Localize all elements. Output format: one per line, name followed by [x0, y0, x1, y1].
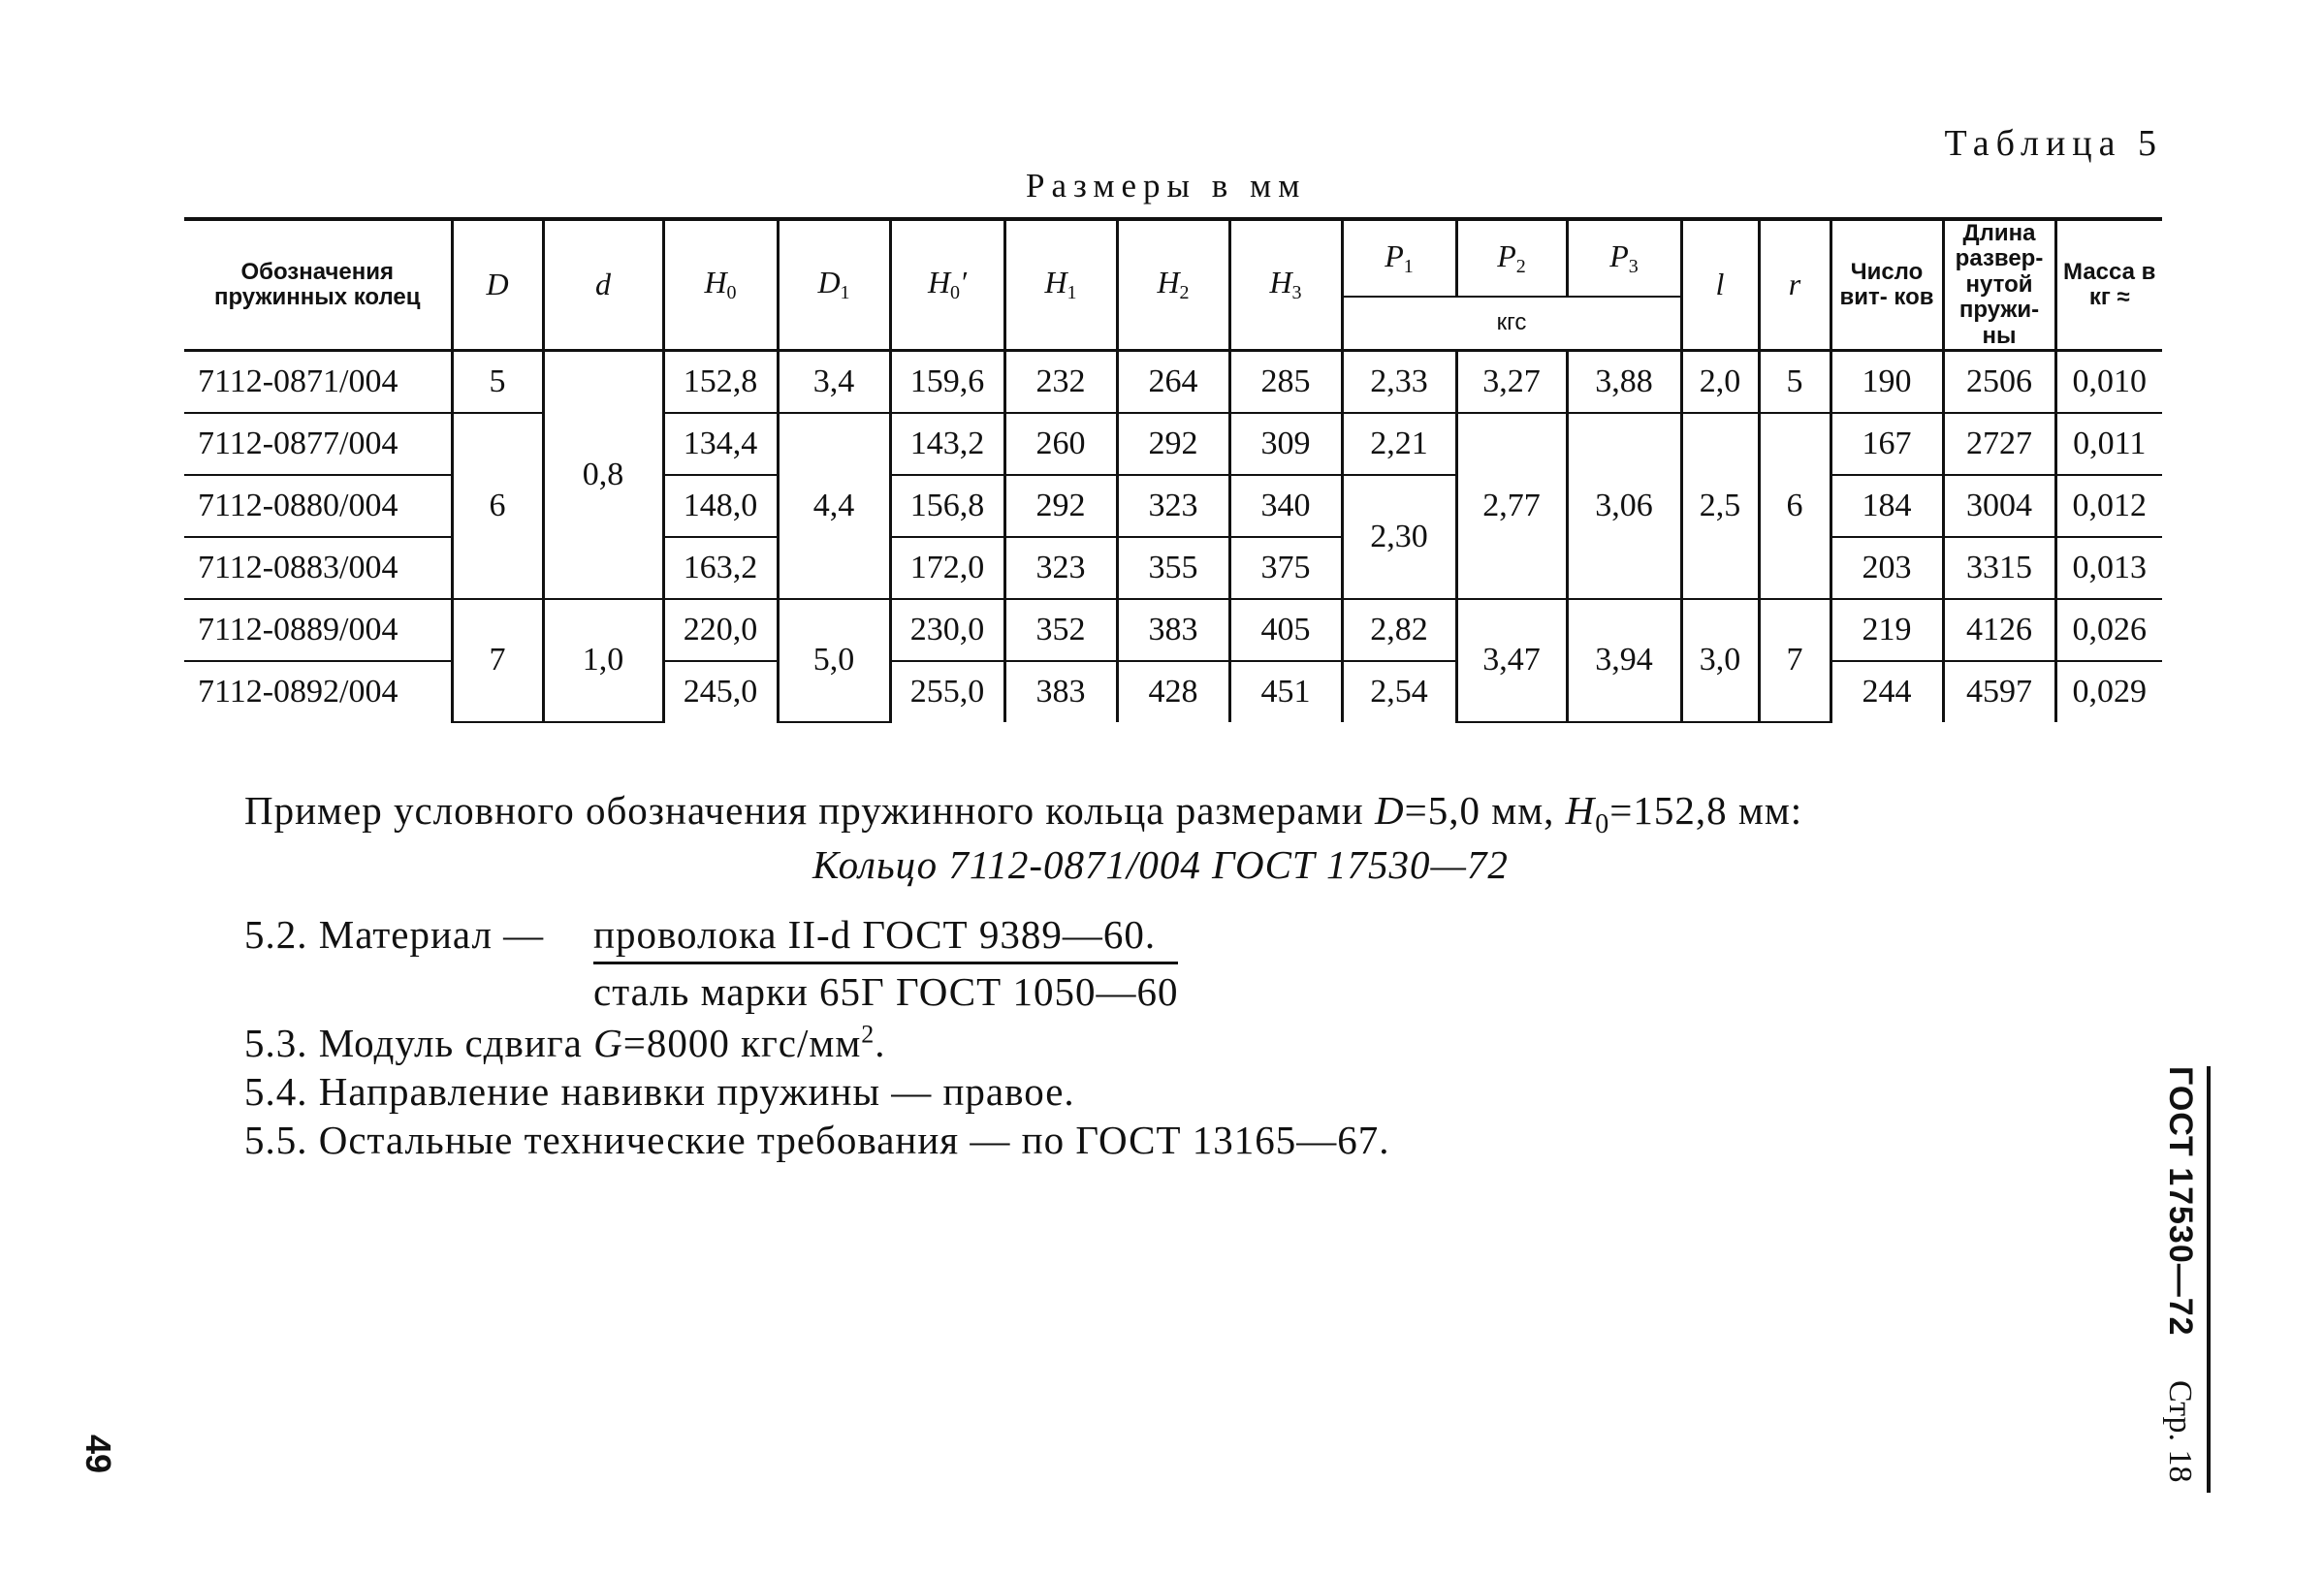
- cell-mass: 0,011: [2055, 413, 2162, 475]
- cell-mass: 0,010: [2055, 350, 2162, 413]
- cell-H0-prime: 159,6: [890, 350, 1004, 413]
- table-row: [184, 350, 2162, 413]
- other-requirements-line: 5.5. Остальные технические требования — по ГОСТ 13165—67.: [244, 1118, 1390, 1162]
- cell-D1: 4,4: [778, 413, 890, 599]
- header-d: d: [543, 219, 663, 350]
- cell-turns: 203: [1831, 537, 1943, 599]
- cell-H1: 232: [1004, 350, 1117, 413]
- cell-length: 4126: [1943, 599, 2055, 661]
- header-mass: Масса в кг ≈: [2055, 219, 2162, 350]
- cell-H2: 292: [1117, 413, 1229, 475]
- cell-d: 0,8: [543, 350, 663, 599]
- cell-H2: 264: [1117, 350, 1229, 413]
- header-turns: Число вит- ков: [1831, 219, 1943, 350]
- cell-H2: 323: [1117, 475, 1229, 537]
- cell-H2: 355: [1117, 537, 1229, 599]
- table-title: Таблица 5: [1944, 123, 2163, 164]
- cell-l: 2,5: [1681, 413, 1759, 599]
- cell-length: 3315: [1943, 537, 2055, 599]
- header-P1: $P_1$: [1342, 219, 1456, 297]
- header-force-unit: кгс: [1342, 297, 1681, 351]
- material-label: 5.2. Материал —: [244, 912, 545, 957]
- cell-P2: 3,47: [1456, 599, 1567, 722]
- cell-r: 6: [1759, 413, 1831, 599]
- cell-H3: 309: [1229, 413, 1342, 475]
- cell-H0: 220,0: [663, 599, 778, 661]
- cell-P1: 2,54: [1342, 661, 1456, 722]
- cell-H0: 134,4: [663, 413, 778, 475]
- cell-H0: 152,8: [663, 350, 778, 413]
- cell-D1: 3,4: [778, 350, 890, 413]
- header-H1: $H_1$: [1004, 219, 1117, 350]
- winding-direction-line: 5.4. Направление навивки пружины — правое.: [244, 1069, 1075, 1114]
- header-D1: $D_1$: [778, 219, 890, 350]
- cell-H1: 352: [1004, 599, 1117, 661]
- material-steel: сталь марки 65Г ГОСТ 1050—60: [593, 969, 1179, 1014]
- cell-turns: 184: [1831, 475, 1943, 537]
- standard-page: Стр. 18: [2162, 1380, 2198, 1483]
- header-P3: $P_3$: [1567, 219, 1681, 297]
- table-units: Размеры в мм: [1026, 167, 1307, 205]
- spring-ring-table: [184, 217, 2162, 723]
- cell-turns: 219: [1831, 599, 1943, 661]
- cell-turns: 167: [1831, 413, 1943, 475]
- cell-H0-prime: 143,2: [890, 413, 1004, 475]
- cell-H2: 383: [1117, 599, 1229, 661]
- material-wire: проволока II-d ГОСТ 9389—60.: [593, 911, 1178, 964]
- cell-H0: 148,0: [663, 475, 778, 537]
- cell-D: 5: [452, 350, 543, 413]
- cell-turns: 244: [1831, 661, 1943, 722]
- cell-P3: 3,88: [1567, 350, 1681, 413]
- header-H2: $H_2$: [1117, 219, 1229, 350]
- material-fraction: [593, 911, 1178, 1015]
- cell-length: 3004: [1943, 475, 2055, 537]
- cell-code: 7112-0871/004: [184, 350, 452, 413]
- cell-P1: 2,82: [1342, 599, 1456, 661]
- shear-modulus-line: 5.3. Модуль сдвига G=8000 кгс/$мм^2$.: [244, 1020, 886, 1065]
- cell-code: 7112-0880/004: [184, 475, 452, 537]
- cell-H0-prime: 230,0: [890, 599, 1004, 661]
- cell-l: 2,0: [1681, 350, 1759, 413]
- cell-mass: 0,013: [2055, 537, 2162, 599]
- cell-length: 2506: [1943, 350, 2055, 413]
- cell-H3: 375: [1229, 537, 1342, 599]
- cell-H3: 405: [1229, 599, 1342, 661]
- header-designation: Обозначения пружинных колец: [184, 219, 452, 350]
- cell-P1: 2,21: [1342, 413, 1456, 475]
- header-length: Длина развер- нутой пружи- ны: [1943, 219, 2055, 350]
- side-running-header: [2143, 1066, 2211, 1493]
- cell-D: 7: [452, 599, 543, 722]
- cell-P1: 2,30: [1342, 475, 1456, 599]
- cell-P3: 3,06: [1567, 413, 1681, 599]
- cell-P1: 2,33: [1342, 350, 1456, 413]
- cell-H3: 285: [1229, 350, 1342, 413]
- cell-l: 3,0: [1681, 599, 1759, 722]
- cell-mass: 0,012: [2055, 475, 2162, 537]
- cell-code: 7112-0892/004: [184, 661, 452, 722]
- cell-D: 6: [452, 413, 543, 599]
- example-line: Пример условного обозначения пружинного кольца размерами D=5,0 мм, $H_0=152,8$ мм:: [244, 788, 1803, 840]
- cell-r: 7: [1759, 599, 1831, 722]
- cell-r: 5: [1759, 350, 1831, 413]
- cell-D1: 5,0: [778, 599, 890, 722]
- cell-H0: 245,0: [663, 661, 778, 722]
- cell-length: 4597: [1943, 661, 2055, 722]
- cell-code: 7112-0883/004: [184, 537, 452, 599]
- header-l: l: [1681, 219, 1759, 350]
- table-row: [184, 413, 2162, 475]
- cell-mass: 0,029: [2055, 661, 2162, 722]
- header-H0: $H_0$: [663, 219, 778, 350]
- cell-P3: 3,94: [1567, 599, 1681, 722]
- cell-d: 1,0: [543, 599, 663, 722]
- cell-H0: 163,2: [663, 537, 778, 599]
- cell-H1: 292: [1004, 475, 1117, 537]
- example-designation: Кольцо 7112-0871/004 ГОСТ 17530—72: [812, 842, 1509, 887]
- cell-H1: 323: [1004, 537, 1117, 599]
- cell-P2: 3,27: [1456, 350, 1567, 413]
- cell-P2: 2,77: [1456, 413, 1567, 599]
- cell-H3: 340: [1229, 475, 1342, 537]
- cell-H0-prime: 156,8: [890, 475, 1004, 537]
- cell-H0-prime: 172,0: [890, 537, 1004, 599]
- header-H3: $H_3$: [1229, 219, 1342, 350]
- cell-H2: 428: [1117, 661, 1229, 722]
- page-number: 49: [79, 1435, 118, 1474]
- cell-H1: 260: [1004, 413, 1117, 475]
- table-row: [184, 599, 2162, 661]
- header-H0-prime: $H_0'$: [890, 219, 1004, 350]
- cell-H0-prime: 255,0: [890, 661, 1004, 722]
- cell-code: 7112-0889/004: [184, 599, 452, 661]
- header-r: r: [1759, 219, 1831, 350]
- header-D: D: [452, 219, 543, 350]
- cell-mass: 0,026: [2055, 599, 2162, 661]
- header-P2: $P_2$: [1456, 219, 1567, 297]
- cell-H3: 451: [1229, 661, 1342, 722]
- cell-turns: 190: [1831, 350, 1943, 413]
- cell-code: 7112-0877/004: [184, 413, 452, 475]
- cell-H1: 383: [1004, 661, 1117, 722]
- standard-number: ГОСТ 17530—72: [2162, 1066, 2199, 1337]
- cell-length: 2727: [1943, 413, 2055, 475]
